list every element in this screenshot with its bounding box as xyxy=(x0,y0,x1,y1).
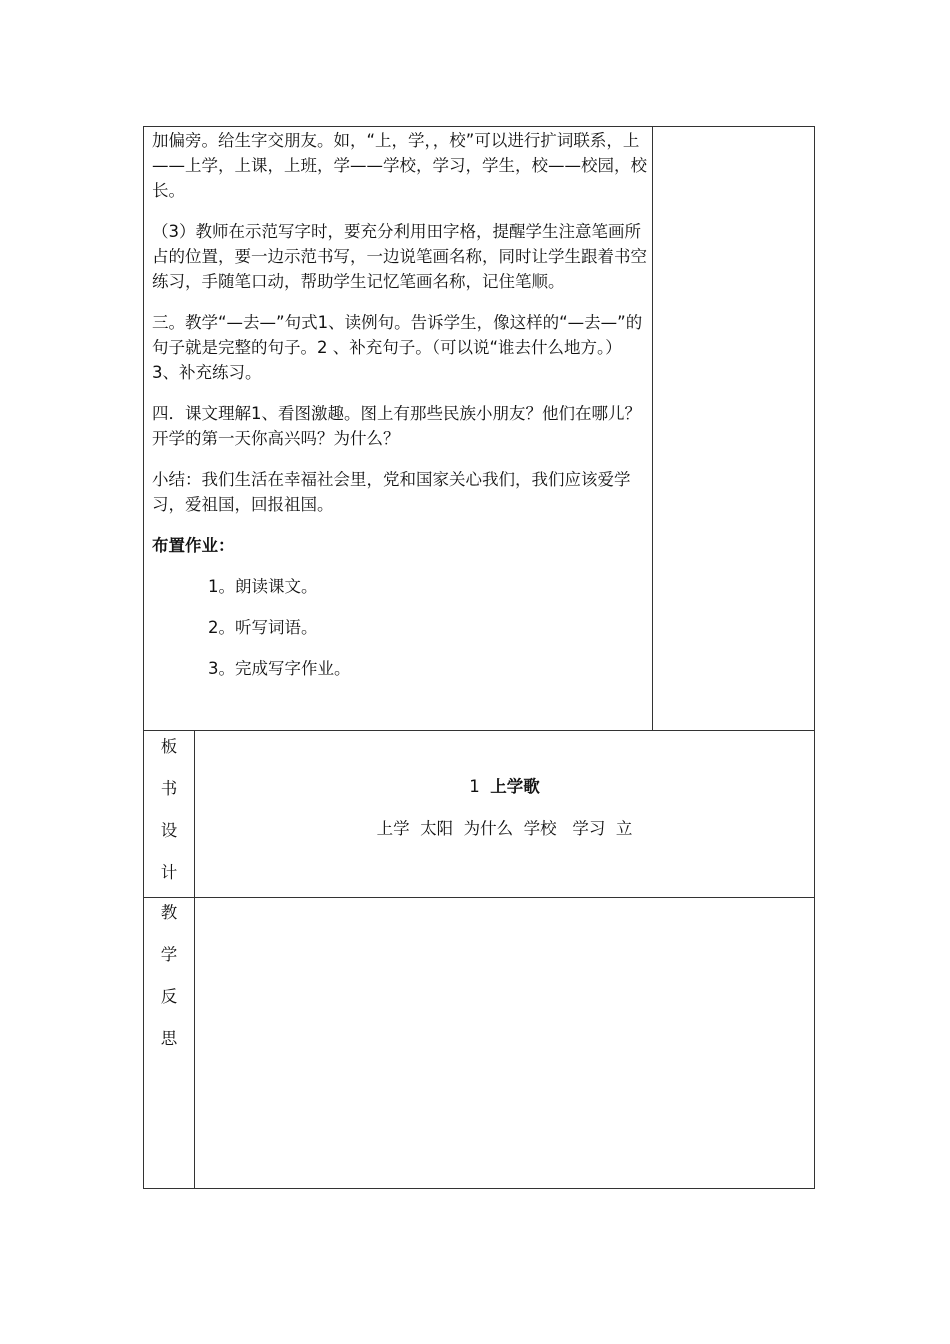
paragraph-writing-demo: （3）教师在示范写字时，要充分利用田字格，提醒学生注意笔画所占的位置，要一边示范书写，一边说笔画名称，同时让学生跟着书空练习，手随笔口动，帮助学生记忆笔画名称，记住笔顺。 xyxy=(152,222,647,291)
board-words: 上学 太阳 为什么 学校 学习 立 xyxy=(376,819,633,838)
label-char: 板 xyxy=(160,737,178,756)
paragraph-sentence-pattern: 三。教学“—去—”句式1、读例句。告诉学生，像这样的“—去—”的句子就是完整的句子。2 、补充句子。（可以说“谁去什么地方。）3、补充练习。 xyxy=(152,313,643,382)
homework-heading: 布置作业： xyxy=(152,536,235,555)
label-char: 计 xyxy=(160,863,178,882)
notes-column-divider xyxy=(652,126,653,731)
reflection-label xyxy=(144,892,194,1060)
section-divider-reflection xyxy=(143,897,815,898)
label-char: 书 xyxy=(160,779,178,798)
board-title xyxy=(195,776,814,798)
lesson-body xyxy=(152,128,647,697)
label-char: 学 xyxy=(160,945,178,964)
board-title-number: 1 xyxy=(469,777,480,796)
label-char: 反 xyxy=(160,987,178,1006)
board-design-label xyxy=(144,726,194,894)
board-title-text: 上学歌 xyxy=(490,777,540,796)
paragraph-summary: 小结：我们生活在幸福社会里，党和国家关心我们，我们应该爱学习，爱祖国，回报祖国。 xyxy=(152,470,631,514)
section-divider-board xyxy=(143,730,815,731)
paragraph-word-building: 加偏旁。给生字交朋友。如，“上，学，，校”可以进行扩词联系，上——上学，上课，上班，学——学校，学习，学生，校——校园，校长。 xyxy=(152,131,647,200)
homework-item: 3。完成写字作业。 xyxy=(208,659,351,678)
homework-item: 2。听写词语。 xyxy=(208,618,318,637)
label-char: 教 xyxy=(160,903,178,922)
paragraph-text-understanding: 四．课文理解1、看图激趣。图上有那些民族小朋友？他们在哪儿？开学的第一天你高兴吗？为什么？ xyxy=(152,404,641,448)
label-char: 思 xyxy=(160,1029,178,1048)
label-char: 设 xyxy=(160,821,178,840)
label-column-divider xyxy=(194,730,195,1189)
homework-item: 1。朗读课文。 xyxy=(208,577,318,596)
